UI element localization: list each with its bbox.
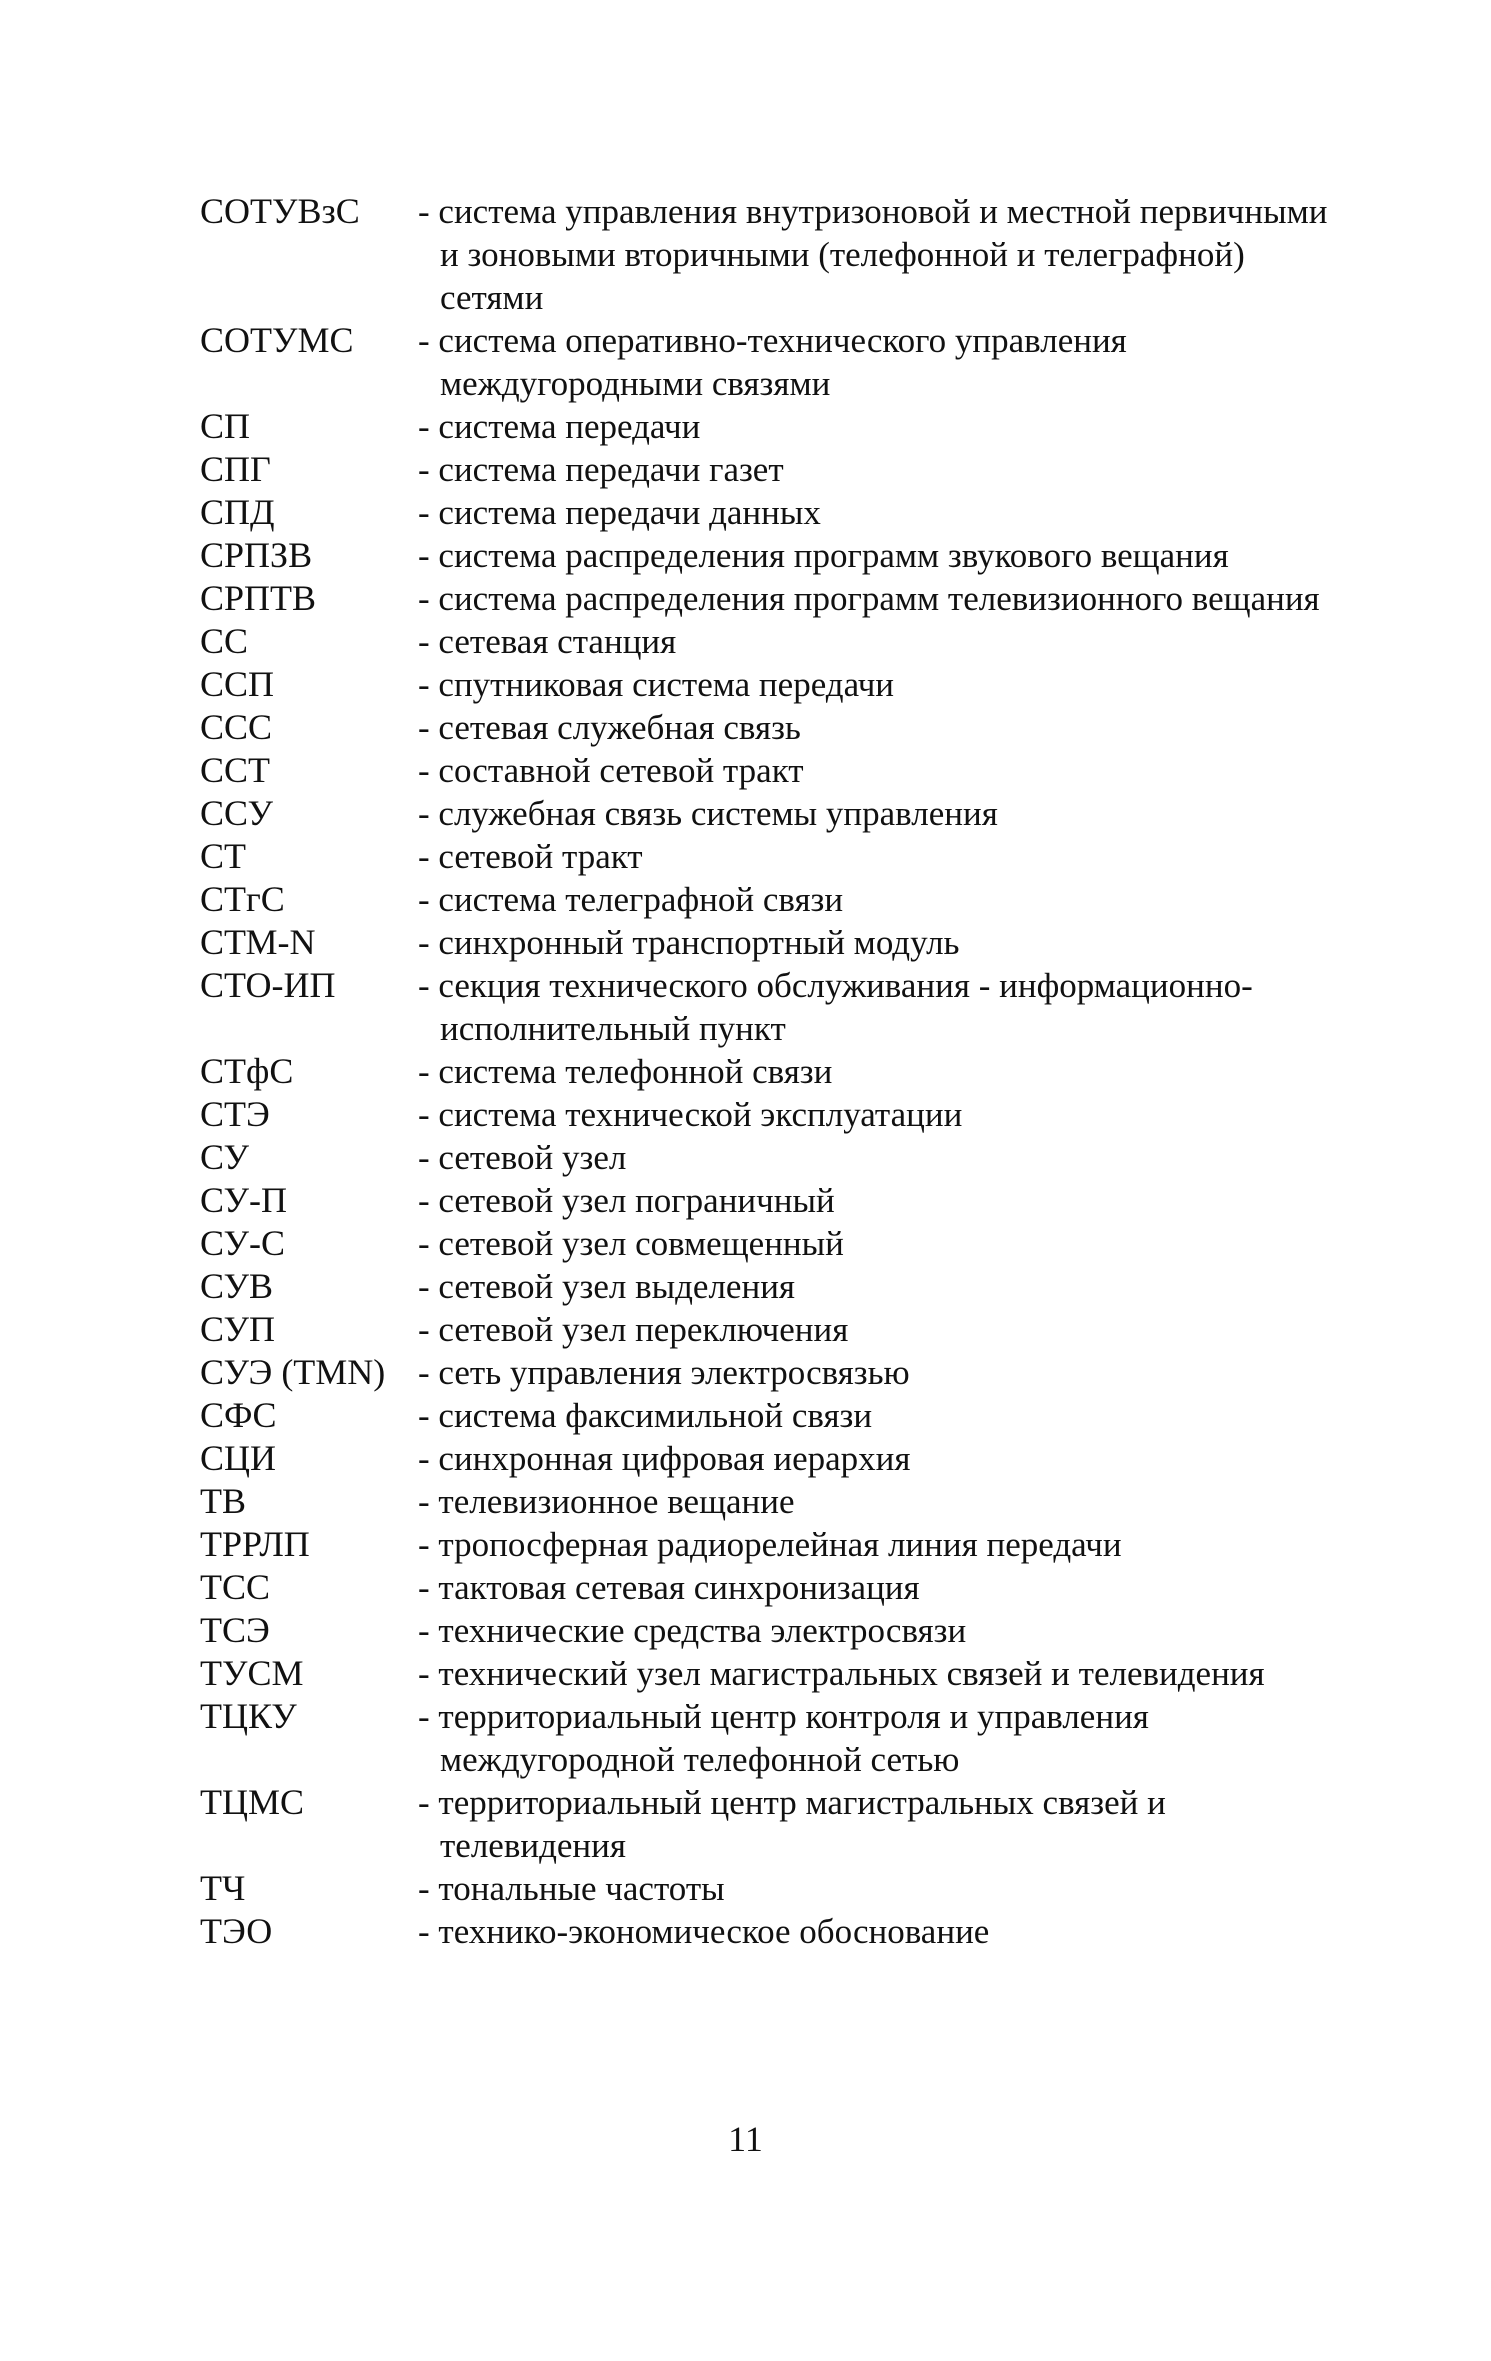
abbreviation-definition: - сетевая служебная связь bbox=[418, 708, 801, 747]
abbreviation-definition: - синхронная цифровая иерархия bbox=[418, 1439, 911, 1478]
abbreviation-entry bbox=[200, 835, 1340, 878]
abbreviation-entry bbox=[200, 1437, 1340, 1480]
abbreviation-definition: - система передачи данных bbox=[418, 493, 821, 532]
abbreviation-entry bbox=[200, 1609, 1340, 1652]
abbreviation-entry bbox=[200, 663, 1340, 706]
abbreviation-definition: - система технической эксплуатации bbox=[418, 1095, 963, 1134]
abbreviation-definition: - сетевой узел переключения bbox=[418, 1310, 849, 1349]
abbreviation-entry bbox=[200, 1351, 1340, 1394]
abbreviation-term: СТМ-N bbox=[200, 922, 316, 962]
abbreviation-term: СС bbox=[200, 621, 249, 661]
abbreviation-definition: - система телеграфной связи bbox=[418, 880, 844, 919]
abbreviation-entry bbox=[200, 921, 1340, 964]
abbreviation-term: СТ bbox=[200, 836, 247, 876]
abbreviation-entry bbox=[200, 1179, 1340, 1222]
abbreviation-term: ТСЭ bbox=[200, 1610, 270, 1650]
abbreviation-entry bbox=[200, 1781, 1340, 1867]
abbreviation-term: СУ-П bbox=[200, 1180, 288, 1220]
abbreviation-term: СОТУМС bbox=[200, 320, 354, 360]
abbreviation-definition: - сетевой узел выделения bbox=[418, 1267, 796, 1306]
abbreviation-definition: - составной сетевой тракт bbox=[418, 751, 804, 790]
abbreviation-entry bbox=[200, 190, 1340, 319]
abbreviation-definition: - территориальный центр магистральных связей и телевидения bbox=[418, 1783, 1166, 1865]
abbreviation-term: ТВ bbox=[200, 1481, 247, 1521]
abbreviation-entry bbox=[200, 1050, 1340, 1093]
abbreviation-entry bbox=[200, 319, 1340, 405]
abbreviation-definition: - технический узел магистральных связей и телевидения bbox=[418, 1654, 1265, 1693]
abbreviation-entry bbox=[200, 706, 1340, 749]
abbreviation-term: СПД bbox=[200, 492, 275, 532]
abbreviation-entry bbox=[200, 448, 1340, 491]
abbreviation-term: ТРРЛП bbox=[200, 1524, 310, 1564]
abbreviation-term: СП bbox=[200, 406, 251, 446]
abbreviation-entry bbox=[200, 491, 1340, 534]
abbreviation-entry bbox=[200, 1136, 1340, 1179]
abbreviation-term: СУВ bbox=[200, 1266, 274, 1306]
abbreviation-definition: - система факсимильной связи bbox=[418, 1396, 873, 1435]
abbreviation-definition: - тропосферная радиорелейная линия передачи bbox=[418, 1525, 1122, 1564]
abbreviation-entry bbox=[200, 1566, 1340, 1609]
abbreviation-entry bbox=[200, 1523, 1340, 1566]
abbreviation-definition: - сетевой тракт bbox=[418, 837, 643, 876]
abbreviation-term: ТЦМС bbox=[200, 1782, 305, 1822]
abbreviation-entry bbox=[200, 1265, 1340, 1308]
abbreviation-term: СТЭ bbox=[200, 1094, 270, 1134]
abbreviation-definition: - служебная связь системы управления bbox=[418, 794, 998, 833]
abbreviation-term: СУ-С bbox=[200, 1223, 286, 1263]
abbreviation-entry bbox=[200, 1910, 1340, 1953]
abbreviation-term: ТЧ bbox=[200, 1868, 246, 1908]
abbreviation-definition: - технико-экономическое обоснование bbox=[418, 1912, 990, 1951]
abbreviation-list bbox=[200, 190, 1340, 1953]
abbreviation-entry bbox=[200, 1394, 1340, 1437]
abbreviation-entry bbox=[200, 964, 1340, 1050]
abbreviation-term: ТЦКУ bbox=[200, 1696, 297, 1736]
page-number: 11 bbox=[728, 2119, 763, 2159]
abbreviation-definition: - территориальный центр контроля и управления междугородной телефонной сетью bbox=[418, 1697, 1149, 1779]
abbreviation-entry bbox=[200, 878, 1340, 921]
abbreviation-term: СТгС bbox=[200, 879, 285, 919]
abbreviation-definition: - система передачи газет bbox=[418, 450, 784, 489]
abbreviation-definition: - сетевой узел совмещенный bbox=[418, 1224, 844, 1263]
abbreviation-term: ССС bbox=[200, 707, 273, 747]
abbreviation-term: ТСС bbox=[200, 1567, 271, 1607]
abbreviation-term: СУЭ (TMN) bbox=[200, 1352, 386, 1392]
abbreviation-entry bbox=[200, 577, 1340, 620]
abbreviation-definition: - секция технического обслуживания - информационно-исполнительный пункт bbox=[418, 966, 1253, 1048]
abbreviation-definition: - тактовая сетевая синхронизация bbox=[418, 1568, 920, 1607]
abbreviation-term: СРПТВ bbox=[200, 578, 317, 618]
abbreviation-term: СРПЗВ bbox=[200, 535, 313, 575]
abbreviation-definition: - сетевой узел bbox=[418, 1138, 627, 1177]
abbreviation-definition: - система телефонной связи bbox=[418, 1052, 833, 1091]
abbreviation-entry bbox=[200, 1222, 1340, 1265]
abbreviation-definition: - система распределения программ звукового вещания bbox=[418, 536, 1229, 575]
abbreviation-term: ТЭО bbox=[200, 1911, 273, 1951]
abbreviation-definition: - тональные частоты bbox=[418, 1869, 725, 1908]
abbreviation-term: ССУ bbox=[200, 793, 274, 833]
abbreviation-definition: - сеть управления электросвязью bbox=[418, 1353, 910, 1392]
abbreviation-definition: - система распределения программ телевизионного вещания bbox=[418, 579, 1320, 618]
abbreviation-term: СФС bbox=[200, 1395, 277, 1435]
abbreviation-entry bbox=[200, 749, 1340, 792]
abbreviation-term: СУ bbox=[200, 1137, 250, 1177]
abbreviation-term: ССП bbox=[200, 664, 275, 704]
abbreviation-definition: - телевизионное вещание bbox=[418, 1482, 795, 1521]
abbreviation-entry bbox=[200, 1652, 1340, 1695]
abbreviation-definition: - система передачи bbox=[418, 407, 701, 446]
abbreviation-entry bbox=[200, 1308, 1340, 1351]
abbreviation-entry bbox=[200, 534, 1340, 577]
abbreviation-term: СТО-ИП bbox=[200, 965, 336, 1005]
abbreviation-term: СОТУВзС bbox=[200, 191, 360, 231]
abbreviation-definition: - сетевой узел пограничный bbox=[418, 1181, 835, 1220]
abbreviation-entry bbox=[200, 1093, 1340, 1136]
abbreviation-term: ТУСМ bbox=[200, 1653, 304, 1693]
abbreviation-definition: - технические средства электросвязи bbox=[418, 1611, 967, 1650]
abbreviation-definition: - система управления внутризоновой и местной первичными и зоновыми вторичными (телефонной и телеграфной) сетями bbox=[418, 192, 1328, 317]
abbreviation-term: СУП bbox=[200, 1309, 276, 1349]
abbreviation-term: СПГ bbox=[200, 449, 271, 489]
abbreviation-definition: - синхронный транспортный модуль bbox=[418, 923, 960, 962]
abbreviation-term: СЦИ bbox=[200, 1438, 277, 1478]
abbreviation-term: ССТ bbox=[200, 750, 271, 790]
abbreviation-entry bbox=[200, 792, 1340, 835]
abbreviation-entry bbox=[200, 1480, 1340, 1523]
abbreviation-entry bbox=[200, 620, 1340, 663]
abbreviation-term: СТфС bbox=[200, 1051, 294, 1091]
abbreviation-entry bbox=[200, 405, 1340, 448]
abbreviation-entry bbox=[200, 1867, 1340, 1910]
abbreviation-entry bbox=[200, 1695, 1340, 1781]
abbreviation-definition: - спутниковая система передачи bbox=[418, 665, 895, 704]
abbreviation-definition: - сетевая станция bbox=[418, 622, 677, 661]
abbreviation-definition: - система оперативно-технического управления междугородными связями bbox=[418, 321, 1127, 403]
